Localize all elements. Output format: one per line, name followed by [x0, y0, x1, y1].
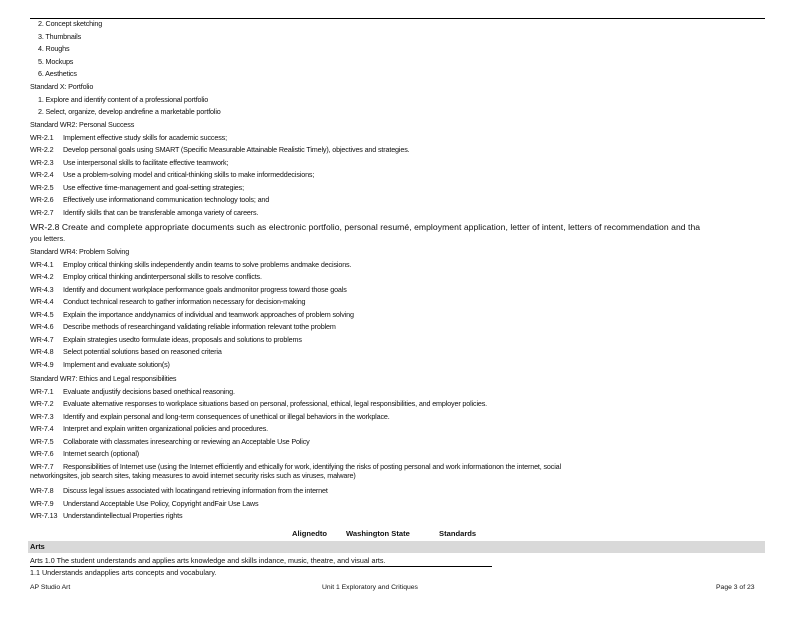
alignment-standards-label: Standards	[439, 529, 477, 538]
row-text: Understandintellectual Properties rights	[63, 511, 183, 520]
row-text: Evaluate andjustify decisions based onethical reasoning.	[63, 386, 235, 396]
row-text: Interpret and explain written organizational policies and procedures.	[63, 424, 269, 433]
row-code: WR-4.1	[30, 259, 54, 269]
table-row	[30, 144, 765, 157]
row-code: WR-7.1	[30, 386, 54, 396]
table-row	[30, 436, 765, 449]
table-row	[30, 271, 765, 284]
table-row	[30, 296, 765, 309]
row-text: Use interpersonal skills to facilitate effective teamwork;	[63, 157, 229, 167]
row-code: WR-4.4	[30, 297, 54, 306]
row-text: Collaborate with classmates inresearching or reviewing an Acceptable Use Policy	[63, 436, 310, 446]
list-item: 2. Select, organize, develop andrefine a marketable portfolio	[38, 107, 221, 116]
table-row	[30, 346, 765, 359]
row-code: WR-2.1	[30, 132, 54, 142]
arts-underline	[30, 566, 492, 567]
table-row	[30, 182, 765, 195]
table-row	[30, 411, 765, 424]
standard-heading-portfolio: Standard X: Portfolio	[30, 82, 94, 91]
row-text: Effectively use informationand communication technology tools; and	[63, 195, 270, 204]
table-row	[30, 485, 765, 498]
table-row	[30, 207, 765, 220]
wr-2-8-continuation: you letters.	[30, 234, 66, 243]
table-row	[30, 321, 765, 334]
standard-heading-wr7: Standard WR7: Ethics and Legal responsibilities	[30, 374, 177, 383]
arts-bar-label: Arts	[30, 542, 45, 551]
row-code: WR-2.3	[30, 157, 54, 167]
table-row	[30, 448, 765, 461]
row-text: Describe methods of researchingand validating reliable information relevant tothe problem	[63, 322, 336, 331]
table-row	[30, 157, 765, 170]
standard-heading-wr2: Standard WR2: Personal Success	[30, 120, 135, 129]
table-row	[30, 194, 765, 207]
row-text: Explain the importance anddynamics of individual and teamwork approaches of problem solving	[63, 309, 354, 319]
row-code: WR-7.7	[30, 461, 54, 471]
list-item: 2. Concept sketching	[38, 19, 103, 28]
row-code: WR-7.5	[30, 436, 54, 446]
list-item: 1. Explore and identify content of a professional portfolio	[38, 94, 209, 104]
row-code: WR-2.4	[30, 170, 54, 179]
list-item: 5. Mockups	[38, 56, 74, 66]
table-row	[30, 398, 765, 411]
row-code: WR-7.6	[30, 449, 54, 458]
list-item: 4. Roughs	[38, 44, 70, 53]
row-text: Implement and evaluate solution(s)	[63, 359, 170, 369]
table-row	[30, 309, 765, 322]
row-code: WR-2.2	[30, 145, 54, 154]
row-code: WR-4.5	[30, 309, 54, 319]
row-code: WR-4.8	[30, 347, 54, 356]
row-text: Understand Acceptable Use Policy, Copyright andFair Use Laws	[63, 498, 259, 508]
row-code: WR-7.4	[30, 424, 54, 433]
row-text: Conduct technical research to gather information necessary for decision-making	[63, 297, 306, 306]
row-code: WR-7.9	[30, 498, 54, 508]
row-code: WR-7.3	[30, 411, 54, 421]
list-item: 3. Thumbnails	[38, 31, 82, 41]
row-text: Identify skills that can be transferable amonga variety of careers.	[63, 207, 259, 217]
row-text: Discuss legal issues associated with locatingand retrieving information from the internet	[63, 486, 328, 495]
table-row-continuation	[30, 470, 765, 483]
row-text: networkingsites, job search sites, taking measures to avoid internet security risks such as viruses, malware)	[30, 471, 356, 480]
table-row	[30, 284, 765, 297]
row-code: WR-4.6	[30, 322, 54, 331]
table-row	[30, 423, 765, 436]
row-text: Use effective time-management and goal-setting strategies;	[63, 182, 244, 192]
footer-page-number: Page 3 of 23	[716, 584, 755, 591]
row-code: WR-4.7	[30, 334, 54, 344]
row-text: Identify and explain personal and long-term consequences of unethical or illegal behaviors in the workplace.	[63, 411, 390, 421]
arts-sub-standard: 1.1 Understands andapplies arts concepts and vocabulary.	[30, 568, 217, 577]
table-row	[30, 169, 765, 182]
footer-left: AP Studio Art	[30, 584, 71, 591]
row-text: Select potential solutions based on reasoned criteria	[63, 347, 222, 356]
arts-standard-line: Arts 1.0 The student understands and applies arts knowledge and skills indance, music, theatre, and visual arts.	[30, 556, 386, 565]
row-text: Explain strategies usedto formulate ideas, proposals and solutions to problems	[63, 334, 302, 344]
table-row	[30, 386, 765, 399]
alignment-state-label: Washington State	[346, 529, 410, 538]
row-text: Responsibilities of Internet use (using the Internet efficiently and ethically for work, identifying the risks of posting personal and work informationon the internet, social	[63, 461, 561, 471]
row-text: Internet search (optional)	[63, 449, 140, 458]
alignment-aligned-label: Alignedto	[292, 529, 328, 538]
row-code: WR-2.6	[30, 195, 54, 204]
row-code: WR-4.2	[30, 272, 54, 281]
row-text: Identify and document workplace performance goals andmonitor progress toward those goals	[63, 284, 347, 294]
row-code: WR-2.7	[30, 207, 54, 217]
table-row	[30, 259, 765, 272]
row-text: Evaluate alternative responses to workplace situations based on personal, professional, ethical, legal responsibilities, and employer policies.	[63, 399, 488, 408]
row-text: Use a problem-solving model and critical-thinking skills to make informeddecisions;	[63, 170, 315, 179]
row-code: WR-2.5	[30, 182, 54, 192]
arts-section-bar	[28, 541, 765, 553]
row-code: WR-7.8	[30, 486, 54, 495]
table-row	[30, 498, 765, 511]
standard-heading-wr4: Standard WR4: Problem Solving	[30, 247, 130, 256]
table-row	[30, 132, 765, 145]
row-text: Employ critical thinking skills independently andin teams to solve problems andmake decisions.	[63, 259, 352, 269]
row-code: WR-4.9	[30, 359, 54, 369]
wr-2-8-statement: WR-2.8 Create and complete appropriate documents such as electronic portfolio, personal resumé, employment application, letter of intent, letters of recommendation and tha	[30, 222, 701, 232]
table-row	[30, 359, 765, 372]
row-code: WR-7.2	[30, 399, 54, 408]
table-row	[30, 510, 765, 523]
list-item: 6. Aesthetics	[38, 69, 77, 78]
row-text: Employ critical thinking andinterpersonal skills to resolve conflicts.	[63, 272, 262, 281]
row-text: Develop personal goals using SMART (Specific Measurable Attainable Realistic Timely), objectives and strategies.	[63, 145, 410, 154]
table-row	[30, 334, 765, 347]
row-text: Implement effective study skills for academic success;	[63, 132, 227, 142]
row-code: WR-4.3	[30, 284, 54, 294]
row-code: WR-7.13	[30, 511, 58, 520]
footer-center: Unit 1 Exploratory and Critiques	[322, 584, 418, 591]
